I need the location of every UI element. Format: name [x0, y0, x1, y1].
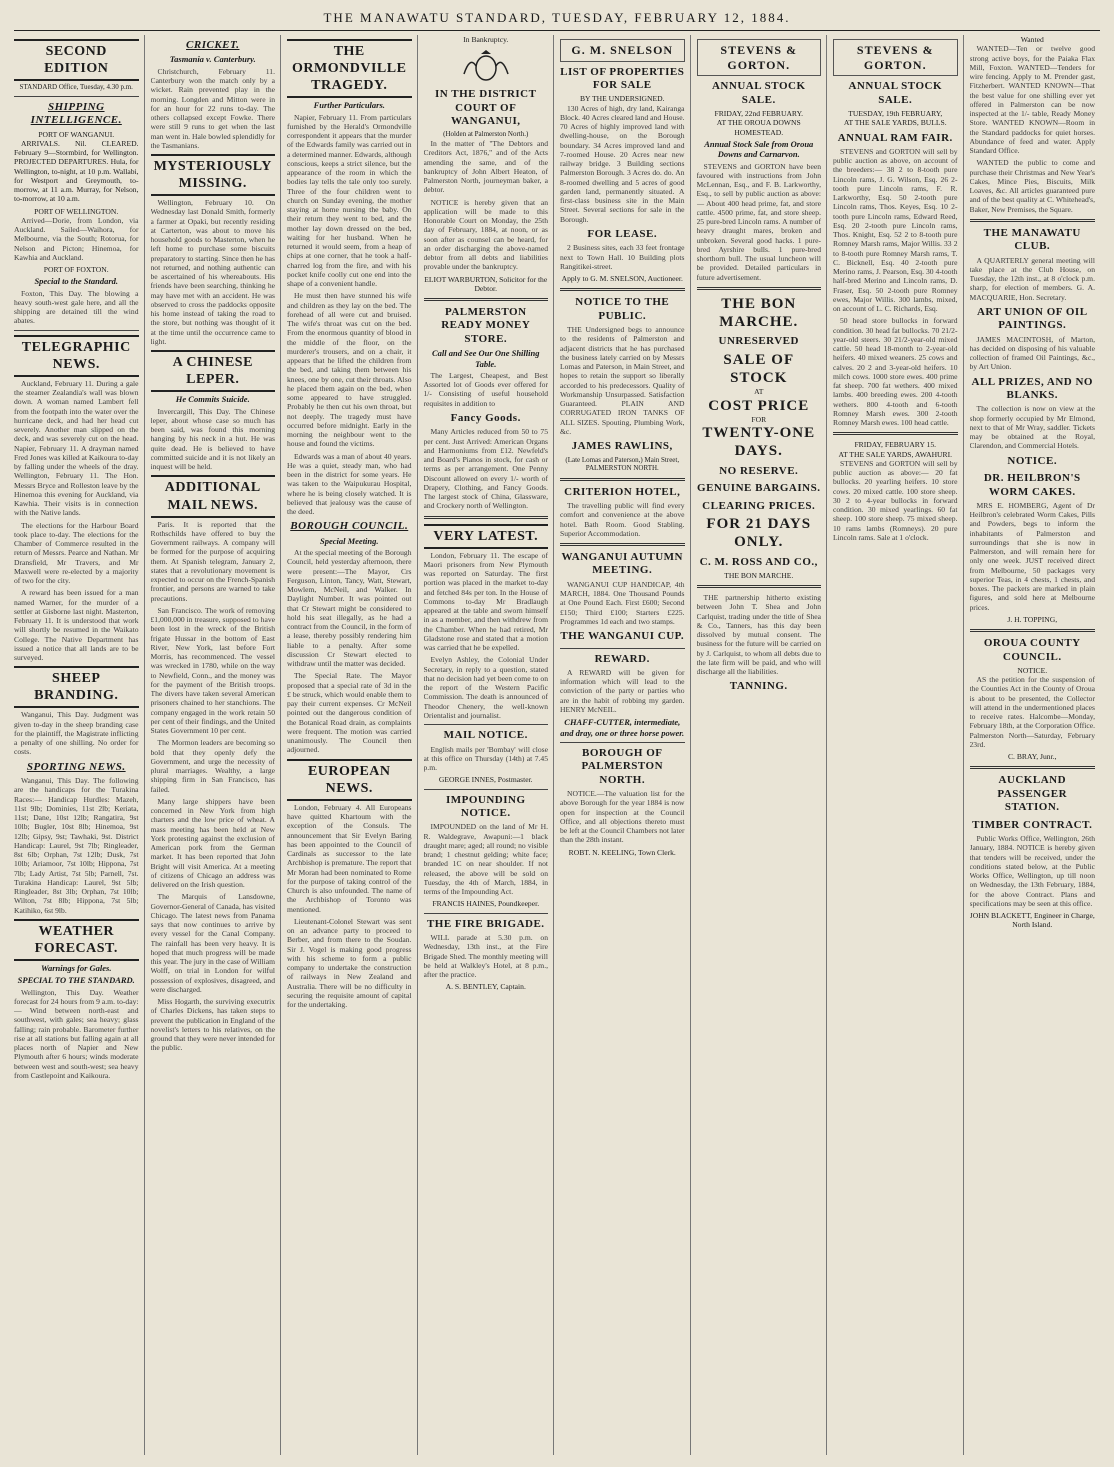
- column-3: [287, 35, 418, 1455]
- filler-text: San Francisco. The work of removing £1,000,000 in treasure, supposed to have been lost in the wreck of the British frigate Hussar in the bottom of East River, New York, last before Fort Morris, has recommenced. The vessel was wrecked in 1780, while on the way to Newfield, Conn., and the money was for the payment of the British troops. The divers have taken several American prisoners chained to her stanchions. The company engaged in the work retain 50 per cent of their findings, and the United States Government 10 per cent.: [150, 605, 275, 736]
- filler-text: 50 head store bullocks in forward condition. 30 head fat bullocks. 70 21/2-year-old steers. 30 21/2-year-old mixed cattle. 50 head 18-month to 2-year-old heifers. 40 mixed weaners. 25 cows and calves. 20 2 and 3-year-old heifers. 10 milch cows. 1000 store ewes. 400 prime fat sheep. 700 fat wethers. 400 mixed lambs. 400 breeding ewes. 200 4-tooth wethers. 800 4-tooth and 6-tooth Romney Marsh ewes. 300 2-tooth Romney Marsh ewes. 100 head cattle.: [833, 316, 958, 428]
- filler-text: MRS E. HOMBERG, Agent of Dr Heilbron's celebrated Worm Cakes, Pills and Powders, begs to inform the inhabitants of Palmerston and surroundings that she is now in Palmerston, and will remain here for only one week. JUST received direct from Melbourne, 50 packages very superior Teas, in 4 chests, 1 chests, and boxes. The packets are marked in plain figures, and sold here at Melbourne prices.: [969, 500, 1095, 612]
- annual-stock-heading-2: ANNUAL STOCK SALE.: [848, 80, 942, 106]
- bankruptcy-label: In Bankruptcy.: [463, 35, 509, 44]
- genuine-bargains-heading: GENUINE BARGAINS.: [697, 482, 821, 495]
- ross-heading: C. M. ROSS AND CO.,: [699, 555, 818, 568]
- leper-heading: A CHINESE LEPER.: [151, 350, 276, 392]
- filler-text: The collection is now on view at the shop formerly occupied by Mr Elmond, next to that of Mr Wray, saddler. Tickets may be obtained at the Royal, Clarendon, and Commercial Hotels.: [969, 404, 1095, 451]
- filler-text: Wanganui, This Day. The following are the handicaps for the Turakina Races:— Handicap Hurdles: Mazeh, 11st 9lb; Dominies, 11st 2lb; Keriata, 11st; Dane, 10st 12lb; Rangatira, 9st 10lb; Bugler, 10st 8lb; Hinemoa, 9st 12lb; Gipsy, 9st; Tawhaki, 9st. District Handicap: Laurel, 9st 7lb; Ringleader, 8st 6lb; Orphan, 7st 12lb; Dusk, 7st 10lb; Ariamoor, 7st 10lb; Hippona, 7st 7lb; Lady Artist, 7st 5lb; Parnell, 7st. Turakina Handicap: Laurel, 9st 5lb; Ringleader, 8st 3lb; Orphan, 7st 10lb; Wilton, 7st 8lb; Hippona, 7st 5lb; Katihiko, 6st 9lb.: [14, 776, 139, 915]
- rawlins-heading: JAMES RAWLINS,: [571, 440, 673, 453]
- filler-text: The Marquis of Lansdowne, Governor-General of Canada, has visited Chicago. The latest news from Panama says that now continues to arrive by every vessel for the Canal Company. The rainfall has been very heavy. It is hoped that much progress will be made this year. The jury in the case of William Wolff, on trial in London for wilful possession of explosives, disagreed, and were discharged.: [150, 892, 275, 994]
- oroua-sub: Annual Stock Sale from Oroua Downs and Carnarvon.: [704, 138, 814, 160]
- poundkeeper-sign: FRANCIS HAINES, Poundkeeper.: [432, 899, 540, 909]
- list-properties: LIST OF PROPERTIES FOR SALE: [560, 65, 685, 92]
- no-reserve-heading: NO RESERVE.: [719, 464, 799, 477]
- filler-text: NOTICE.—The valuation list for the above Borough for the year 1884 is now open for inspection at the Council Office, and all objections thereto must be left at the Council Chambers not later than the 28th instant.: [560, 789, 685, 845]
- notice-public-heading: NOTICE TO THE PUBLIC.: [575, 296, 670, 322]
- ram-fair-heading: ANNUAL RAM FAIR.: [837, 131, 953, 144]
- filler-text: Auckland, February 11. During a gale the steamer Zealandia's wall was blown down. A woman named Lambert fell from the footpath into the water over the hurricane deck, and had her head cut severely. Another man slipped on the deck, and was severely cut on the head. Napier, February 11. A drayman named Fred Jones was killed at Kaikoura to-day by falling under the wheels of the dray. Wellington, February 11. The Hon. Messrs Bryce and Rolleston leave by the Hinemoa this evening for Auckland, via Kawhia. Their visits is in connection with the Native lands.: [14, 378, 139, 518]
- autumn-heading: WANGANUI AUTUMN MEETING.: [561, 551, 683, 577]
- filler-text: WANTED the public to come and purchase their Christmas and New Year's Cakes, Mince Pies, Biscuits, Milk Loaves, &c. All articles guaranteed pure and of the best quality at C. Whitehead's, Baker, New Premises, the Square.: [969, 158, 1095, 214]
- filler-text: Many Articles reduced from 50 to 75 per cent. Just Arrived: American Organs and Harmoniums from £12. Newfeld's and Board's Pianos in stock, for cash or terms as per arrangement. One Penny Discount allowed on every 1/- worth of Drapery, Clothing, and Fancy Goods. The largest stock of China, Glassware, and Crockery north of Wellington.: [423, 427, 548, 511]
- filler-text: STEVENS and GORTON have been favoured with instructions from John McLennan, Esq., and F. B. Larkworthy, Esq., to sell by public auction as above:— About 400 head prime, fat, and store cattle. 4500 prime, fat, and store sheep. 25 pure-bred Lincoln rams. A number of heavy draught mares, broken and unbroken. Several good hacks. 1 pure-bred Ayrshire bulls. 1 pure-bred shorthorn bull. The usual luncheon will be provided. Detailed particulars in future advertisement.: [696, 161, 821, 282]
- chaff-heading: CHAFF-CUTTER, intermediate, and dray, one or three horse power.: [560, 717, 685, 738]
- filler-text: London, February 11. The escape of Maori prisoners from New Plymouth was reported on Saturday. The first portion was placed in the market to-day and fetched 84s per ton. In the House of Commons to-day Mr Bradlaugh appeared at the table and sworn himself in as a member, and then withdrew from the Chamber. When he had retired, Mr Gladstone rose and stated that a motion was carried that he be expelled.: [423, 550, 548, 653]
- court-heading: IN THE DISTRICT COURT OF WANGANUI,: [435, 88, 537, 128]
- filler-text: Lieutenant-Colonel Stewart was sent on an advance party to proceed to Berber, and from there to the Soudan. Sir J. Vogel is making good progress with his scheme to form a public company to undertake the construction of railways in New Zealand and Australia. There will be no difficulty in securing the requisite amount of capital for the undertaking.: [287, 916, 412, 1010]
- filler-text: He must then have stunned his wife and children as they lay on the bed. The forehead of all were cut and bruised. The wife's throat was cut on the bed. From the enormous quantity of blood in the middle of the floor, on the murderer's trousers, and on a chair, it appears that he lifted the children from the bed, and taking them between his knees, one by one, cut their throats. Also he placed them again on the bed, when some appeared to have struggled. Probably he then cut his own throat, but not deeply. The tragedy must have occurred before midnight. Early in the morning the neighbour went to the house and found the victims.: [287, 291, 412, 449]
- filler-text: London, February 4. All Europeans have quitted Khartoum with the exception of the Consuls. The announcement that Sir Evelyn Baring has been appointed to the Council of Cardinals as successor to the late Archbishop is premature. The report that Mr Moran had been nominated to Rome for the purpose of taking control of the Church is also unfounded. The name of the Archbishop of Toronto was mentioned.: [287, 802, 412, 914]
- lease-heading: FOR LEASE.: [587, 227, 658, 240]
- filler-text: The Mormon leaders are becoming so bold that they openly defy the Government, and urge the necessity of plural marriages. Wealthy, a large shipping firm in San Francisco, has failed.: [150, 738, 275, 794]
- filler-text: THE Undersigned begs to announce to the residents of Palmerston and adjacent districts that he has purchased the business lately carried on by Messrs Lomas and Paterson, in Main Street, and hopes to retain the support so liberally accorded to his predecessors. Quality of Workmanship Unsurpassed. Satisfaction Guaranteed. PLAIN AND CORRUGATED IRON TANKS OF ALL SIZES. Spouting, Plumbing Work, &c.: [560, 325, 685, 436]
- cricket-heading: CRICKET.: [186, 39, 240, 51]
- mail-heading: ADDITIONAL MAIL NEWS.: [151, 475, 276, 517]
- court-sub: (Holden at Palmerston North.): [443, 130, 529, 139]
- ross-sub: THE BON MARCHE.: [724, 570, 794, 580]
- blackett-sign: JOHN BLACKETT, Engineer in Charge, North Island.: [969, 911, 1095, 930]
- art-union-heading: ART UNION OF OIL PAINTINGS.: [976, 305, 1088, 332]
- filler-text: Foxton, This Day. The blowing a heavy south-west gale here, and all the shipping are detained till the wind abates.: [14, 288, 139, 326]
- filler-text: Miss Hogarth, the surviving executrix of Charles Dickens, has taken steps to prevent the publication in England of the novelist's letters to his relatives, on the ground that they were never intended for the public.: [150, 997, 275, 1053]
- royal-crest-icon: [456, 48, 516, 84]
- manawatu-club-heading: THE MANAWATU CLUB.: [983, 226, 1081, 253]
- filler-text: Evelyn Ashley, the Colonial Under Secretary, in reply to a question, stated that no decision had yet been come to on the report of the Western Pacific Commission. The death is announced of Theodor Chenery, the well-known Orientalist and journalist.: [423, 655, 548, 720]
- special-standard-heading: SPECIAL TO THE STANDARD.: [17, 975, 135, 986]
- postmaster-sign: GEORGE INNES, Postmaster.: [438, 775, 533, 785]
- column-6: [697, 35, 828, 1455]
- impounding-heading: IMPOUNDING NOTICE.: [445, 793, 526, 819]
- stevens-heading-2: STEVENS & GORTON.: [856, 43, 934, 72]
- european-heading: EUROPEAN NEWS.: [287, 759, 412, 801]
- rawlins-sub: (Late Lomas and Paterson,) Main Street, PALMERSTON NORTH.: [565, 455, 680, 473]
- filler-text: Napier, February 11. From particulars furnished by the Herald's Ormondville correspondent it appears that the murder of the Edwards family was carried out in a determined manner. Edwards, although conscious, keeps a strict silence, but the appearance of the room in which the bodies lay tells the tale only too surely. Three of the four children went to church on Sunday evening, the mother staying at home nursing the baby. On their return they went to bed, and the mother lay down dressed on the bed, waiting for her husband. When he returned it would seem, from a heap of chips at one corner, that he took a half-charred log from the fire, and with his pocket knife coolly cut one end into the shape of a convenient handle.: [287, 112, 412, 289]
- filler-text: STEVENS and GORTON will sell by public auction as above, on account of the breeders:— 38 2 to 8-tooth pure Lincoln rams, J. G. Wilson, Esq. 26 2-tooth pure Lincoln rams, F. R. Larkworthy, Esq. 50 2-tooth pure Lincoln rams, Thos. Keyes, Esq. 10 2-tooth pure Lincoln rams, Edward Reed, Esq. 20 2-tooth pure Lincoln rams, Thos. Knight, Esq. 52 2 to 8-tooth pure Romney Marsh rams, Major Willis. 33 2 to 8-tooth pure Romney Marsh rams, T. C. Bicknell, Esq. 40 2-tooth pure Merino rams, J. Pearson, Esq. 30 4-tooth half-bred Merino and Lincoln rams, D. Fraser, Esq. 50 2-tooth pure Romney ewes, Major Willis. 300 lambs, mixed, on account of L. C. Richards, Esq.: [833, 146, 958, 314]
- notice-2: NOTICE.: [1017, 665, 1048, 675]
- sale-of-stock-heading: SALE OF STOCK: [723, 351, 795, 387]
- filler-text: The Largest, Cheapest, and Best Assorted lot of Goods ever offered for 1/- Consisting of useful household requisites in addition to: [423, 370, 548, 408]
- filler-text: IMPOUNDED on the land of Mr H. R. Waldegrave, Awapuni:—1 black draught mare; aged; all round; no visible brand; 1 chestnut gelding; white face; branded 1C on near shoulder. If not released, the above will be sold on Tuesday, the 4th of March, 1884, in terms of the Impounding Act.: [423, 822, 548, 897]
- borough-heading: BOROUGH OF PALMERSTON NORTH.: [581, 746, 664, 786]
- filler-text: WANTED—Ten or twelve good strong active boys, for the Paiaka Flax Mill, Foxton. WANTED—Tenders for wire fencing. Apply to M. Prender gast, Fitzherbert. WANTED KNOWN—That the best value for one shilling ever yet offered in Palmerston can be now inspected at the 1/- table, Ready Money Store. WANTED KNOWN—Room in the Standard paddocks for quiet horses. Abundance of feed and water. Apply Standard Office.: [969, 44, 1095, 155]
- keeling-sign: ROBT. N. KEELING, Town Clerk.: [568, 847, 676, 857]
- port-foxton: PORT OF FOXTON.: [43, 265, 109, 274]
- weather-heading: WEATHER FORECAST.: [14, 919, 139, 961]
- very-latest-heading: VERY LATEST.: [424, 524, 549, 549]
- filler-text: Invercargill, This Day. The Chinese leper, about whose case so much has been said, was found this morning hanging by his neck in a hut. He was quite dead. He is believed to have committed suicide and it is not likely an inquest will be held.: [150, 406, 275, 472]
- captain-sign: A. S. BENTLEY, Captain.: [445, 982, 526, 992]
- filler-text: AS the petition for the suspension of the Counties Act in the County of Oroua is about to be presented, the Collector will attend in the undermentioned places to receive rates. Halcombe—Monday, February 18th, at the Corporation Office. Palmerston North—Saturday, February 23rd.: [969, 675, 1095, 749]
- friday-date: FRIDAY, FEBRUARY 15.: [854, 440, 937, 450]
- snelson-ad: [560, 39, 685, 62]
- criterion-heading: CRITERION HOTEL,: [564, 485, 681, 498]
- sheep-branding-heading: SHEEP BRANDING.: [14, 666, 139, 708]
- filler-text: Wellington, February 10. On Wednesday last Donald Smith, formerly a farmer at Opaki, but recently residing at Carterton, was about to move his household goods to Masterton, when he left home to purchase some biscuits preparatory to starting. Since then he has not returned, and nothing authentic can be ascertained of his whereabouts. His friends have been searching, thinking he may have met with an accident. He was observed to cross the paddocks opposite his home instead of taking the road to the store, but nothing was thought of it at the time until the occurrence came to light.: [150, 198, 275, 346]
- filler-text: THE partnership hitherto existing between John T. Shea and John Carlquist, trading under the title of Shea & Co., Tanners, has this day been dissolved by mutual consent. The business for the future will be carried on by J. Carlquist, to whom all debts due to the late firm will be paid, and who will discharge all the liabilities.: [696, 593, 821, 677]
- ready-money-heading: PALMERSTON READY MONEY STORE.: [441, 306, 531, 345]
- oroua-homestead: AT THE OROUA DOWNS HOMESTEAD.: [716, 118, 801, 137]
- filler-text: JAMES MACINTOSH, of Marton, has decided on disposing of his valuable collection of framed Oil Paintings, &c., by Art Union.: [969, 334, 1095, 372]
- tragedy-heading: THE ORMONDVILLE TRAGEDY.: [287, 39, 412, 98]
- heilbron-heading: DR. HEILBRON'S WORM CAKES.: [983, 472, 1081, 498]
- port-wellington: PORT OF WELLINGTON.: [34, 206, 119, 216]
- for-21-days-heading: FOR 21 DAYS ONLY.: [706, 515, 812, 551]
- filler-text: A QUARTERLY general meeting will take place at the Club House, on Tuesday, the 12th inst., at 8 o'clock p.m. sharp, for election of members. G. A. MACQUARIE, Hon. Secretary.: [969, 255, 1095, 302]
- sporting-heading: SPORTING NEWS.: [26, 760, 126, 773]
- creditor-sign: ELIOT WARBURTON, Solicitor for the Debtor.: [424, 274, 548, 293]
- office-time: STANDARD Office, Tuesday, 4.30 p.m.: [19, 83, 133, 92]
- at-label: AT: [754, 387, 764, 397]
- council-sub: Special Meeting.: [319, 535, 379, 546]
- filler-text: Public Works Office, Wellington, 26th January, 1884. NOTICE is hereby given that tenders will be received, under the conditions stated below, at the Public Works Office, Wellington, up till noon on Wednesday, the 13th February, 1884, for the above Contract. Plans and specifications may be seen at this office.: [969, 834, 1095, 908]
- port-wanganui: PORT OF WANGANUI.: [38, 129, 115, 139]
- cost-price-heading: COST PRICE: [708, 397, 810, 414]
- sale-date: FRIDAY, 22nd FEBRUARY.: [714, 109, 803, 119]
- filler-text: WANGANUI CUP HANDICAP, 4th MARCH, 1884. One Thousand Pounds at One Pound Each. First £600; Second £150; Third £100; Starters £225. Programmes 1d each and two stamps.: [560, 579, 685, 626]
- filler-text: At the special meeting of the Borough Council, held yesterday afternoon, there were present:—The Mayor, Crs Ferguson, Linton, Tancy, Watt, Stewart, Mowlem, McNeil, and Walker. In Daylight Number. It was pointed out that Cr Stewart might be considered to hold his seat illegally, as he had a contract from the Council, in the form of a lease, thereby possibly rendering him liable to a penalty. After some discussion Cr Stewart elected to withdraw until the matter was decided.: [287, 548, 412, 669]
- filler-text: A REWARD will be given for information which will lead to the conviction of the party or parties who are in the habit of robbing my garden. HENRY McNEIL.: [560, 667, 685, 714]
- filler-text: WILL parade at 5.30 p.m. on Wednesday, 13th inst., at the Fire Brigade Shed. The monthly meeting will be held at Walkley's Hotel, at 8 p.m., after the practice.: [423, 933, 548, 980]
- filler-text: Edwards was a man of about 40 years. He was a quiet, steady man, who had been in the district for some years. He was taken to the Waipukurau Hospital, where he is being closely watched. It is believed that jealousy was the cause of the deed.: [287, 451, 412, 517]
- column-1: [14, 35, 145, 1455]
- fire-brigade-heading: THE FIRE BRIGADE.: [426, 917, 545, 930]
- filler-text: Wellington, This Day. Weather forecast for 24 hours from 9 a.m. to-day:— Wind between north-east and southwest, with gales; sea heavy; glass falling; rain probable. Barometer further rise at all stations but falling again at all places north of Napier and New Plymouth after 6 hours; winds moderate between west and south-west; sea heavy from Castlepoint and Kaikoura.: [14, 987, 139, 1080]
- tanning-heading: TANNING.: [729, 680, 788, 693]
- masthead: THE MANAWATU STANDARD, TUESDAY, FEBRUARY 12, 1884.: [14, 10, 1100, 31]
- filler-text: Wanganui, This Day. Judgment was given to-day in the sheep branding case for the plaintiff, the Magistrate inflicting a penalty of one shilling. No order for costs.: [14, 710, 139, 757]
- tragedy-sub: Further Particulars.: [313, 100, 385, 111]
- apply-snelson: Apply to G. M. SNELSON, Auctioneer.: [561, 274, 683, 284]
- fancy-goods-heading: Fancy Goods.: [450, 411, 521, 424]
- missing-heading: MYSTERIOUSLY MISSING.: [151, 154, 276, 196]
- unreserved-heading: UNRESERVED: [718, 335, 799, 348]
- filler-text: 130 Acres of high, dry land, Kairanga Block. 40 Acres cleared land and House. 70 Acres of highly improved land with dwelling-house, on the Borough boundary. 34 Acres improved land and 7-roomed House. 20 Acres near new railway bridge. 3 Building sections Palmerston Borough. 3 Acres do. do. An 8-roomed dwelling and 5 acres of good garden land, permanently situated. A first-class business site in the Main Street. Several sections for sale in the Borough.: [560, 103, 685, 224]
- bulls-yards: AT THE SALE YARDS, BULLS.: [843, 118, 947, 128]
- special-heading: Special to the Standard.: [34, 276, 119, 287]
- wanted-label: Wanted: [1020, 35, 1044, 44]
- mail-notice-heading: MAIL NOTICE.: [443, 729, 528, 742]
- snelson-heading: G. M. SNELSON: [571, 43, 674, 57]
- filler-text: The travelling public will find every comfort and convenience at the above hotel. Bath Room. Good Stabling. Superior Accommodation.: [560, 501, 685, 538]
- filler-text: Many large shippers have been concerned in New York from high charters and the low price of wheat. A mass meeting has been held at New York protesting against the exclusion of American pork from the German market. It has been reported that John Bright will visit America. At a meeting of citizens of Chicago an address was delivered on the Irish question.: [150, 796, 275, 890]
- filler-text: Paris. It is reported that the Rothschilds have offered to buy the Government railways. A company will be formed for the purpose of acquiring them. At Spanish telegram, January 2, states that a revolutionary movement is expected to occur on the French-Spanish frontier, and persons are warned to take precautions.: [150, 519, 275, 603]
- topping-sign: J. H. TOPPING,: [1007, 614, 1058, 624]
- bon-marche-heading: THE BON MARCHE.: [719, 295, 799, 331]
- stevens-ad: [697, 39, 822, 76]
- for-label: FOR: [751, 414, 767, 424]
- oroua-council-heading: OROUA COUNTY COUNCIL.: [983, 637, 1081, 663]
- column-8: [970, 35, 1101, 1455]
- reward-heading: REWARD.: [594, 652, 650, 665]
- cup-heading: THE WANGANUI CUP.: [560, 630, 685, 643]
- warnings-heading: Warnings for Gales.: [41, 962, 112, 973]
- clearing-prices-heading: CLEARING PRICES.: [702, 499, 816, 512]
- undersigned: BY THE UNDERSIGNED.: [579, 94, 665, 104]
- bulls-date: TUESDAY, 19th FEBRUARY,: [848, 109, 943, 119]
- filler-text: The Special Rate. The Mayor proposed that a special rate of 3d in the £ be struck, which would enable them to pay their current expenses. Cr McNeil pointed out the dangerous condition of the Botanical Road drain, as complaints were frequent. The motion was carried unanimously. The Council then adjourned.: [287, 671, 412, 755]
- one-shilling-heading: Call and See Our One Shilling Table.: [432, 348, 540, 369]
- filler-text: Arrived—Dorie, from London, via Auckland. Sailed—Waihora, for Melbourne, via the South; Rotorua, for Nelson and Picton; Hinemoa, for Kawhia and Auckland.: [14, 215, 139, 262]
- annual-stock-heading: ANNUAL STOCK SALE.: [711, 80, 806, 106]
- filler-text: English mails per 'Bombay' will close at this office on Thursday (14th) at 7.45 p.m.: [423, 744, 548, 773]
- cricket-sub: Tasmania v. Canterbury.: [169, 54, 256, 65]
- timber-heading: TIMBER CONTRACT.: [972, 818, 1093, 831]
- leper-sub: He Commits Suicide.: [175, 394, 250, 405]
- awahuri-yards: AT THE SALE YARDS, AWAHURI.: [838, 449, 953, 459]
- notice-heading: NOTICE.: [1007, 454, 1058, 467]
- shipping-heading: SHIPPING INTELLIGENCE.: [30, 100, 122, 127]
- columns: [14, 35, 1100, 1455]
- column-7: [833, 35, 964, 1455]
- stevens-ad-2: [833, 39, 958, 76]
- twenty-one-days-heading: TWENTY-ONE DAYS.: [702, 425, 816, 460]
- filler-text: Christchurch, February 11. Canterbury won the match only by a wicket. Rain prevented play in the morning. Longden and Mitton were in for an hour for 22 runs to-day. The others collapsed except Fowke. There were still 9 runs to get when the last man went in. Hale bowled splendidly for the Tasmanians.: [150, 66, 275, 150]
- filler-text: A reward has been issued for a man named Warner, for the murder of a settler at Gisborne last night. Masterton, February 11. It is understood that work will shortly be resumed in the Waikato College. The Native Department has issued a notice that all lands are to be surveyed.: [14, 588, 139, 663]
- column-2: [151, 35, 282, 1455]
- council-heading: BOROUGH COUNCIL.: [290, 520, 409, 533]
- stevens-heading: STEVENS & GORTON.: [720, 43, 798, 72]
- bray-sign: C. BRAY, Junr.,: [1007, 752, 1057, 762]
- filler-text: NOTICE is hereby given that an application will be made to this Honorable Court on Monday, the 25th day of February, 1884, at noon, or as soon after as counsel can be heard, for an order discharging the above-named debtor from all debts and liabilities provable under the bankruptcy.: [423, 197, 548, 272]
- filler-text: The elections for the Harbour Board took place to-day. The elections for the Chamber of Commerce resulted in the return of Messrs. Pearce and Nathan. Mr Dransfield, Mr Travers, and Mr Maxwell were re-elected by a majority of two for the city.: [14, 520, 139, 586]
- column-5: [560, 35, 691, 1455]
- auckland-heading: AUCKLAND PASSENGER STATION.: [997, 774, 1068, 814]
- prizes-heading: ALL PRIZES, AND NO BLANKS.: [971, 375, 1093, 402]
- shipping-text: ARRIVALS. Nil. CLEARED. February 9—Stormbird, for Wellington. PROJECTED DEPARTURES. Hula, for Wellington, to-night, at 10 p.m. Wallabi, for Westport and Greymouth, to-morrow, at 11 a.m. Murray, for Nelson, to-morrow, at 10 a.m.: [14, 138, 139, 204]
- filler-text: 2 Business sites, each 33 feet frontage next to Town Hall. 10 Building plots Rangitikei-street.: [560, 243, 685, 271]
- filler-text: In the matter of "The Debtors and Creditors Act, 1876," and of the Acts amending the same, and of the bankruptcy of John Albert Heaton, of Palmerston North, journeyman baker, a debtor.: [423, 139, 548, 195]
- second-edition-heading: SECOND EDITION: [14, 39, 139, 81]
- filler-text: STEVENS and GORTON will sell by public auction as above:— 20 fat bullocks. 20 yearling heifers. 10 store cows. 20 mixed cattle. 100 store sheep. 30 2 to 4-year bullocks in forward condition. 30 mixed yearlings. 60 fat sheep. 100 store sheep. 75 mixed sheep. 10 rams lambs (Romneys). 20 pure Lincoln rams. Sale at 1 o'clock.: [833, 458, 958, 542]
- column-4: [424, 35, 555, 1455]
- telegraphic-heading: TELEGRAPHIC NEWS.: [14, 335, 139, 377]
